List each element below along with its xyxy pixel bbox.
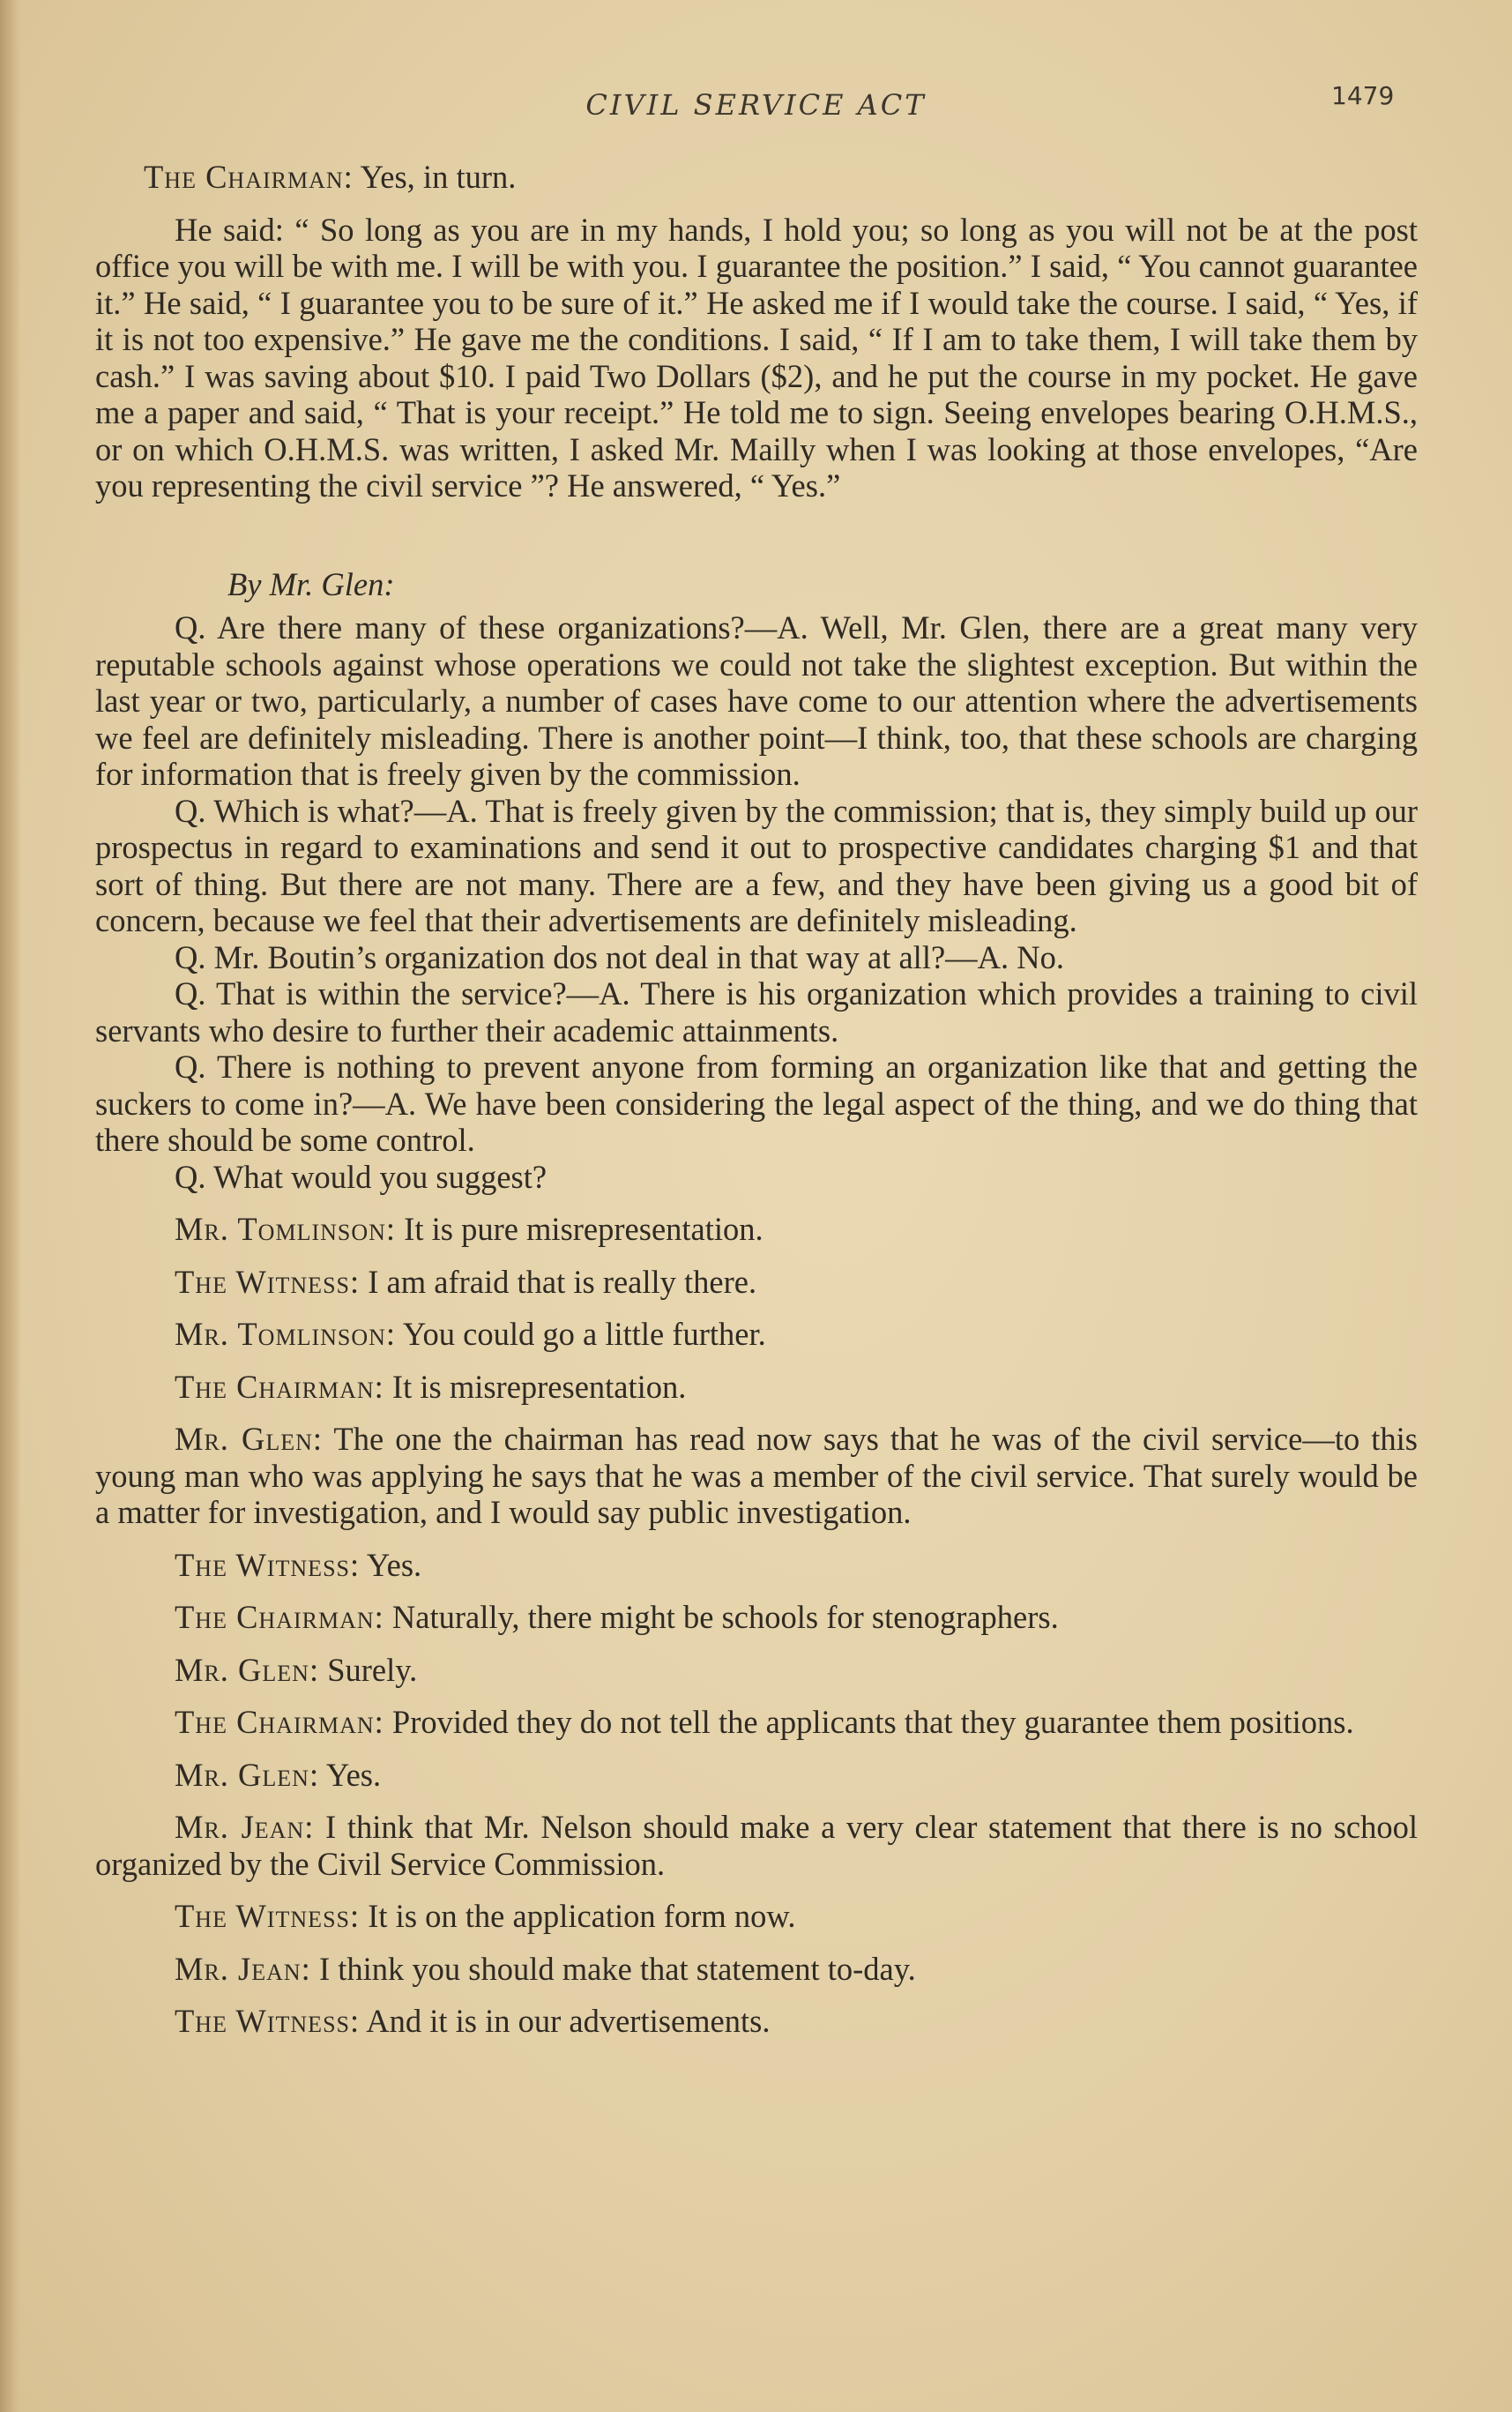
- speaker-label: Mr. Glen:: [175, 1756, 320, 1793]
- paragraph-text: It is misrepresentation.: [384, 1368, 687, 1405]
- paragraph-q-nothing-to-prevent: [95, 1049, 1418, 1159]
- page-binding-shadow: [0, 0, 21, 2412]
- speaker-label: Mr. Tomlinson:: [175, 1316, 397, 1352]
- paragraph-q-suggest: [95, 1159, 1418, 1196]
- paragraph-text: I think you should make that statement to-day.: [310, 1950, 916, 1987]
- paragraph-text: And it is in our advertisements.: [360, 2003, 771, 2039]
- paragraph-witness-2: [95, 1547, 1418, 1584]
- speaker-label: The Witness:: [175, 1263, 361, 1300]
- paragraph-glen-1: [95, 1421, 1418, 1531]
- paragraph-chairman-2: [95, 1369, 1418, 1406]
- paragraph-tomlinson-2: [95, 1316, 1418, 1353]
- speaker-label: The Chairman:: [144, 159, 354, 195]
- paragraph-text: Q. What would you suggest?: [175, 1158, 547, 1195]
- paragraph-text: Q. That is within the service?—A. There is his organization which provides a training to civil servants who desire to further their academic attainments.: [95, 975, 1418, 1049]
- paragraph-q-boutin: [95, 939, 1418, 976]
- speaker-label: Mr. Jean:: [175, 1809, 315, 1845]
- speaker-label: Mr. Tomlinson:: [175, 1211, 397, 1247]
- paragraph-text: Yes.: [319, 1756, 382, 1793]
- speaker-label: The Chairman:: [175, 1704, 384, 1740]
- paragraph-tomlinson-1: [95, 1211, 1418, 1248]
- paragraph-q-within-service: [95, 975, 1418, 1049]
- paragraph-text: Provided they do not tell the applicants that they guarantee them positions.: [384, 1704, 1354, 1740]
- paragraph-text: Yes, in turn.: [353, 159, 517, 195]
- running-head: CIVIL SERVICE ACT: [585, 88, 927, 122]
- speaker-label: Mr. Jean:: [175, 1950, 311, 1987]
- paragraph-witness-1: [95, 1264, 1418, 1301]
- speaker-label: The Chairman:: [175, 1368, 384, 1405]
- paragraph-text: Yes.: [360, 1546, 422, 1583]
- paragraph-text: It is pure misrepresentation.: [396, 1211, 763, 1247]
- paragraph-q-which-is-what: [95, 793, 1418, 939]
- paragraph-text: Naturally, there might be schools for stenographers.: [384, 1599, 1059, 1635]
- paragraph-text: I think that Mr. Nelson should make a very clear statement that there is no school organized by the Civil Service Commission.: [95, 1809, 1419, 1882]
- page-number: 1479: [1331, 81, 1395, 110]
- paragraph-chairman-1: [95, 159, 1418, 196]
- paragraph-text: Q. Which is what?—A. That is freely given by the commission; that is, they simply build up our prospectus in regard to examinations and send it out to prospective candidates charging $1 and that sort of thing. But there are not many. There are a few, and they have been giving us a good bit of concern, because we feel that their advertisements are definitely misleading.: [95, 792, 1418, 938]
- paragraph-text: Q. Are there many of these organizations?—A. Well, Mr. Glen, there are a great many very reputable schools against whose operations we could not take the slightest exception. But within the last year or two, particularly, a number of cases have come to our attention where the advertisements we feel are definitely misleading. There is another point—I think, too, that these schools are charging for information that is freely given by the commission.: [95, 609, 1418, 792]
- paragraph-glen-2: [95, 1652, 1418, 1689]
- speaker-label: The Witness:: [175, 1898, 361, 1934]
- paragraph-q-organizations: [95, 609, 1418, 793]
- paragraph-text: Q. Mr. Boutin’s organization dos not deal in that way at all?—A. No.: [175, 938, 1065, 975]
- paragraph-jean-2: [95, 1951, 1418, 1988]
- document-body: [95, 159, 1418, 2040]
- paragraph-testimony-quote: [95, 212, 1418, 504]
- paragraph-glen-3: [95, 1757, 1418, 1794]
- paragraph-text: You could go a little further.: [396, 1316, 766, 1352]
- paragraph-text: He said: “ So long as you are in my hands, I hold you; so long as you will not be at the post office you will be with me. I will be with you. I guarantee the position.” I said, “ You cannot guarantee it.” He said, “ I guarantee you to be sure of it.” He asked me if I would take the course. I said, “ Yes, if it is not too expensive.” He gave me the conditions. I said, “ If I am to take them, I will take them by cash.” I was saving about $10. I paid Two Dollars ($2), and he put the course in my pocket. He gave me a paper and said, “ That is your receipt.” He told me to sign. Seeing envelopes bearing O.H.M.S., or on which O.H.M.S. was written, I asked Mr. Mailly when I was looking at those envelopes, “Are you representing the civil service ”? He answered, “ Yes.”: [95, 211, 1418, 504]
- paragraph-chairman-3: [95, 1599, 1418, 1636]
- speaker-label: The Witness:: [175, 1546, 361, 1583]
- paragraph-jean-1: [95, 1809, 1418, 1882]
- paragraph-witness-4: [95, 2003, 1418, 2040]
- paragraph-text: I am afraid that is really there.: [360, 1263, 757, 1300]
- speaker-label: Mr. Glen:: [175, 1421, 324, 1457]
- paragraph-text: Surely.: [319, 1651, 418, 1688]
- paragraph-chairman-4: [95, 1704, 1418, 1741]
- paragraph-text: Q. There is nothing to prevent anyone from forming an organization like that and getting the suckers to come in?—A. We have been considering the legal aspect of the thing, and we do thing that there should be some control.: [95, 1049, 1418, 1158]
- paragraph-witness-3: [95, 1898, 1418, 1935]
- examiner-heading: By Mr. Glen:: [227, 565, 395, 602]
- paragraph-text: It is on the application form now.: [360, 1898, 796, 1934]
- speaker-label: Mr. Glen:: [175, 1651, 320, 1688]
- paragraph-text: The one the chairman has read now says that he was of the civil service—to this young man who was applying he says that he was a member of the civil service. That surely would be a matter for investigation, and I would say public investigation.: [95, 1421, 1418, 1530]
- speaker-label: The Witness:: [175, 2003, 361, 2039]
- speaker-label: The Chairman:: [175, 1599, 384, 1635]
